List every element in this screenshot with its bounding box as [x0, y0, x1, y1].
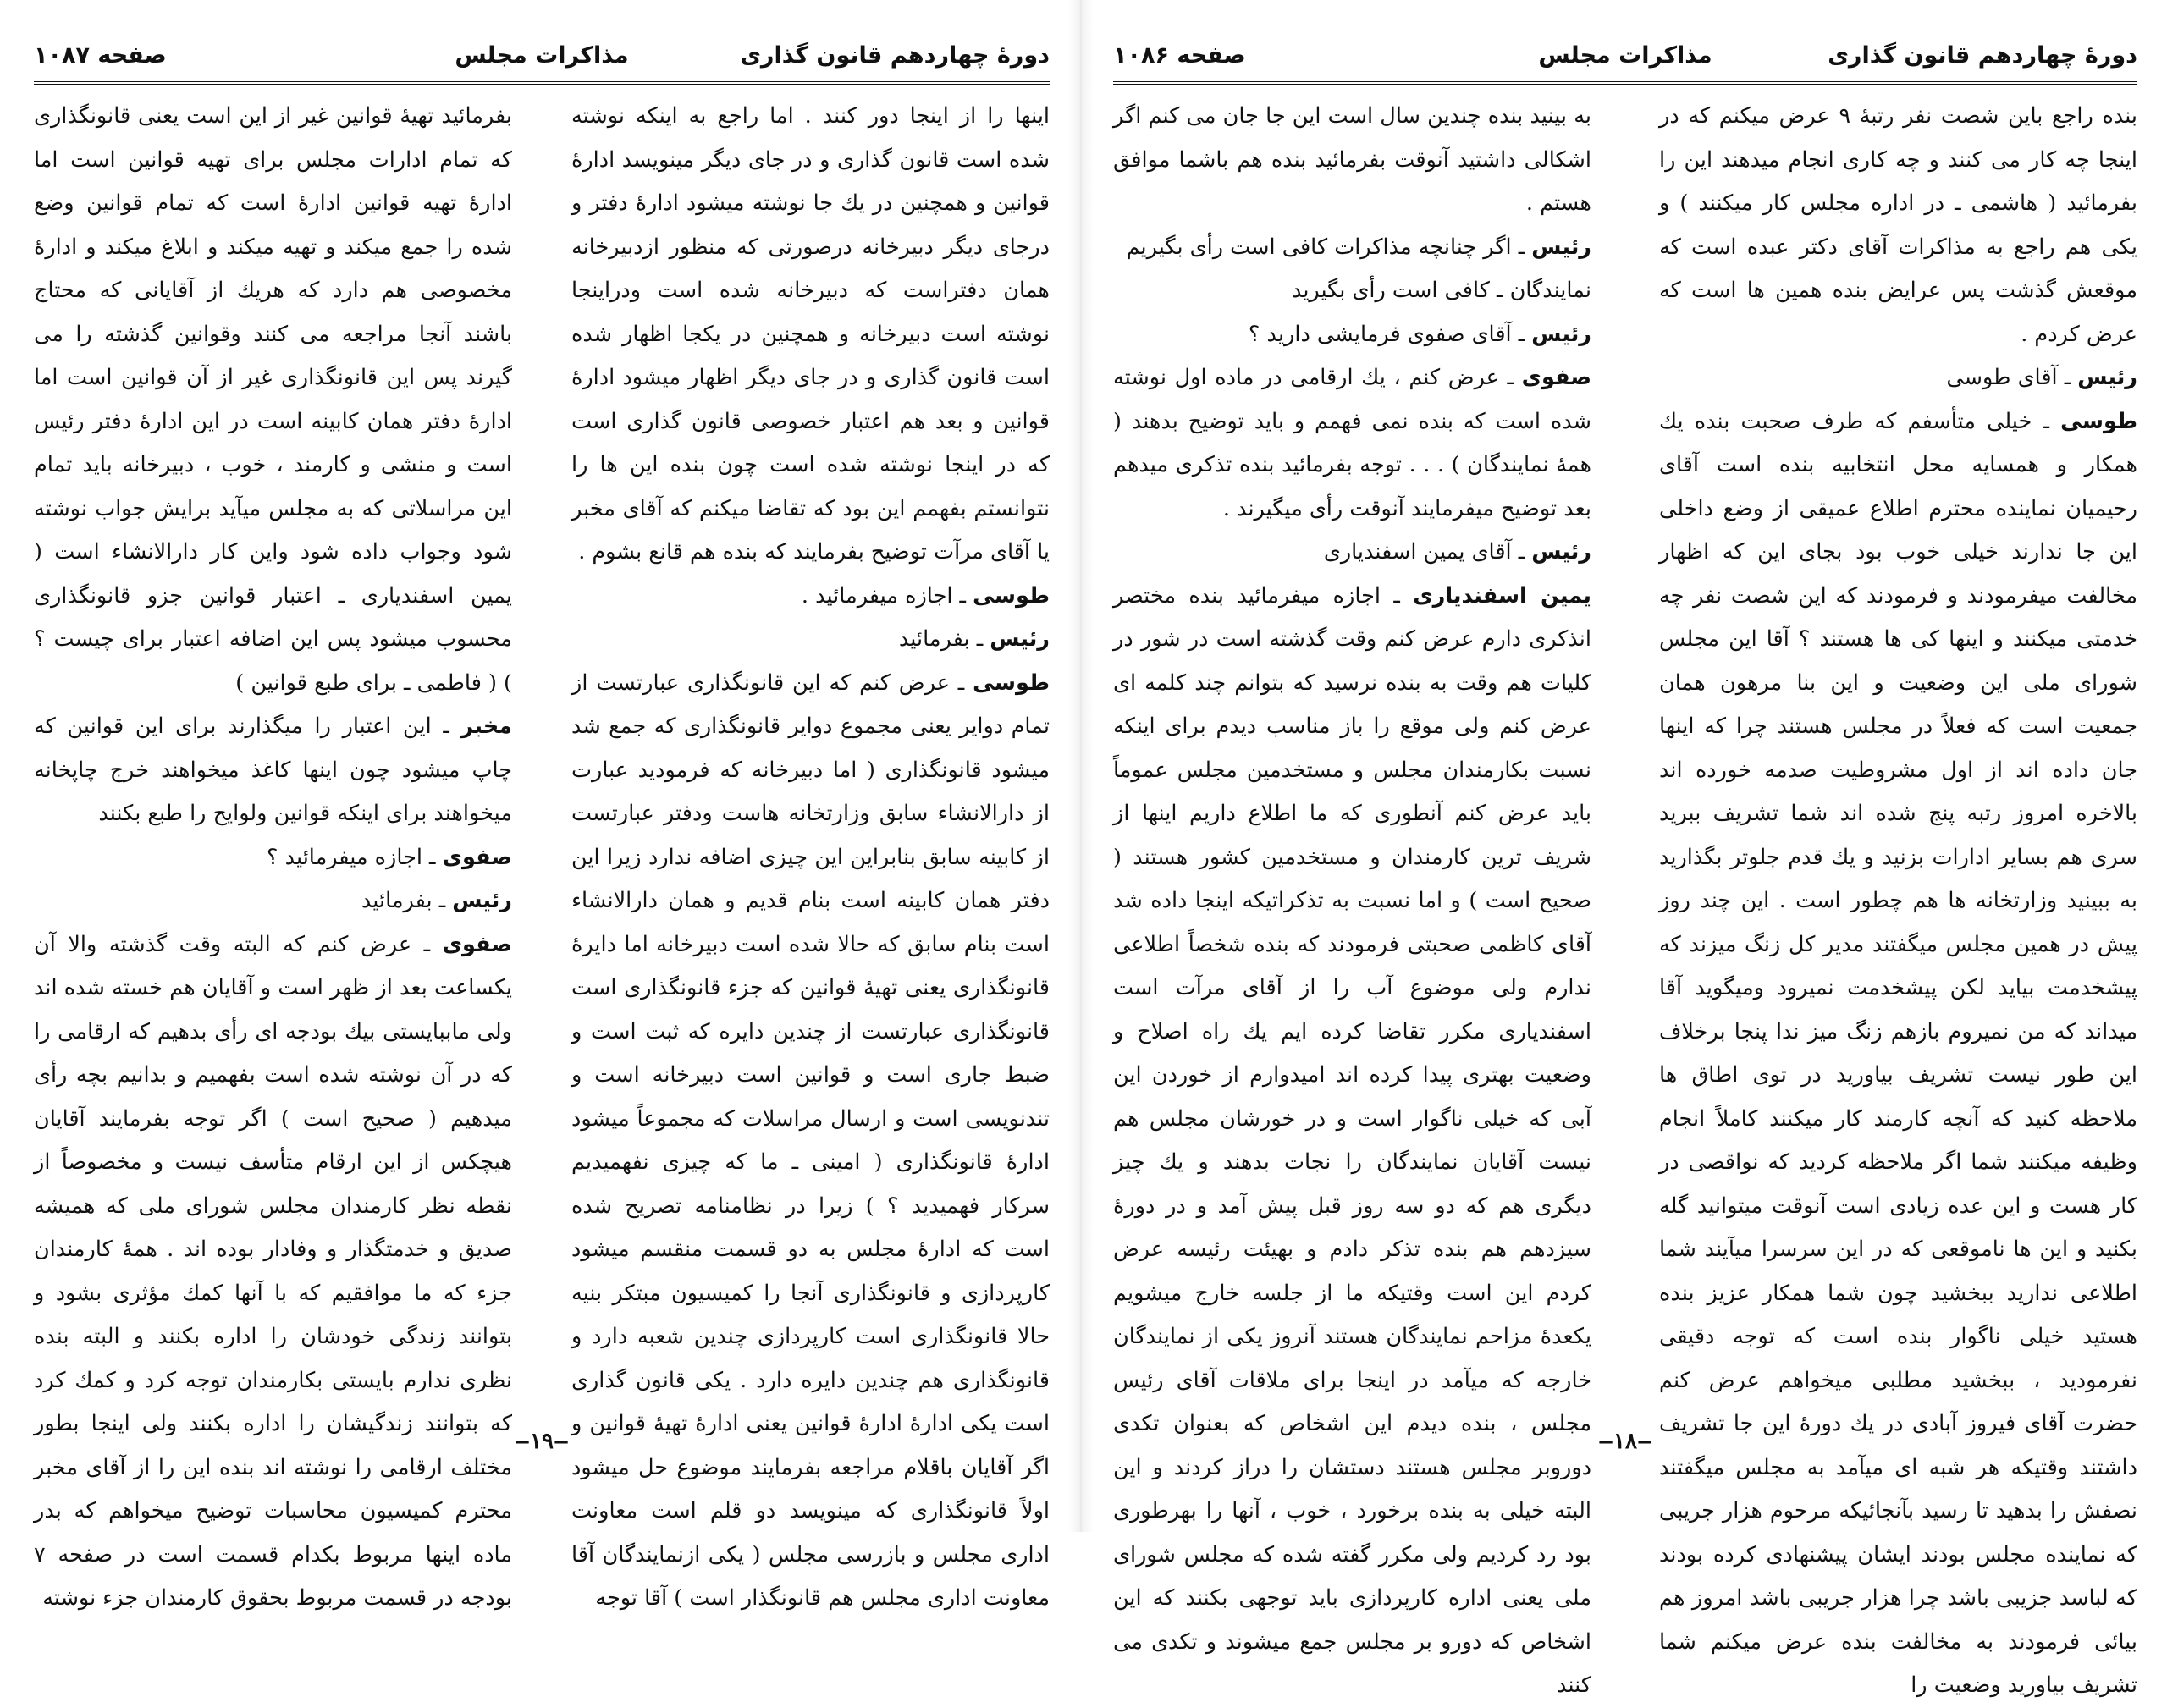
speaker-name: رئیس — [1531, 321, 1591, 347]
header-session: دورهٔ چهاردهم قانون گذاری — [740, 42, 1050, 69]
paragraph-text: ـ عرض کنم که البته وقت گذشته والا آن یکساعت بعد از ظهر است و آقایان هم خسته شده اند ولی ماببایستی بیك بودجه ای رأی بدهیم که ارقامی را که در آن نوشته شده است بفهمیم و بدانیم بچه رأی میدهیم ( صحیح است ) اگر توجه بفرمایند آقایان هیچکس از این ارقام متأسف نیست و مخصوصاً از نقطه نظر کارمندان مجلس شورای ملی که همیشه صدیق و خدمتگذار و وفادار بوده اند . همهٔ کارمندان جزء که ما موافقیم که با آنها کمك مؤثری بشود و بتوانند زندگی خودشان را اداره بکنند و البته بنده نظری ندارم بایستی بکارمندان توجه کرد و کمك کرد که بتوانند زندگیشان را اداره بکنند ولی اینجا بطور مختلف ارقامی را نوشته اند بنده این را از آقای مخبر محترم کمیسیون محاسبات توضیح میخواهم که بدر ماده اینها مربوط بکدام قسمت است در صفحه ۷ بودجه در قسمت مربوط بحقوق کارمندان جزء نوشته — [34, 931, 512, 1611]
transcript-paragraph — [1659, 400, 2137, 1708]
header-page-number: صفحه ۱۰۸۷ — [34, 42, 167, 69]
header-title: مذاکرات مجلس — [455, 42, 629, 69]
text-column-left — [34, 95, 512, 1611]
paragraph-text: بفرمائید تهیهٔ قوانین غیر از این است یعنی قانونگذاری که تمام ادارات مجلس برای تهیه قوانین است اما ادارهٔ تهیه قوانین ادارهٔ است که تمام قوانین وضع شده را جمع میکند و تهیه میکند و ابلاغ میکند و ادارهٔ مخصوصی هم دارد که هریك از آقایانی که محتاج باشند آنجا مراجعه می کنند وقوانین گذشته را می گیرند پس این قانونگذاری غیر از آن قوانین است اما ادارهٔ دفتر همان کابینه است در این ادارهٔ دفتر رئیس است و منشی و کارمند ، خوب ، دبیرخانه باید تمام این مراسلاتی که به مجلس میآید برایش جواب نوشته شود وجواب داده شود واین کار دارالانشاء است ( یمین اسفندیاری ـ اعتبار قوانین جزو قانونگذاری محسوب میشود پس این اضافه اعتبار برای چیست ؟ ) ( فاطمی ـ برای طبع قوانین ) — [34, 103, 512, 696]
paragraph-text: ـ این اعتبار را میگذارند برای این قوانین که چاپ میشود چون اینها کاغذ میخواهند خرج چاپخانه میخواهند برای اینکه قوانین ولوایح را طبع بکنند — [34, 714, 512, 826]
transcript-paragraph — [1113, 95, 1591, 226]
speaker-name: رئیس — [990, 626, 1050, 652]
paragraph-text: ـ آقای صفوی فرمایشی دارید ؟ — [1248, 321, 1532, 347]
paragraph-text: ـ خیلی متأسفم که طرف صحبت بنده یك همکار و همسایه محل انتخابیه بنده است آقای رحیمیان نماینده محترم اطلاع عمیقی از وضع داخلی این جا ندارند خیلی خوب بود بجای این که اظهار مخالفت میفرمودند و فرمودند که این شصت نفر چه خدمتی میکنند و اینها کی ها هستند ؟ آقا این مجلس شورای ملی این وضعیت و این بنا مرهون همان جمعیت است که فعلاً در مجلس هستند چرا که اینها جان داده اند از اول مشروطیت صدمه خورده اند بالاخره امروز رتبه پنج شده اند شما تشریف ببرید سری هم بسایر ادارات بزنید و یك قدم جلوتر بگذارید به ببینید وزارتخانه ها هم چطور است . این چند روز پیش در همین مجلس میگفتند مدیر کل زنگ میزند که پیشخدمت بیاید لکن پیشخدمت نمیرود ومیگوید آقا میداند که من نمیروم بازهم زنگ میز ندا پنجا برخلاف این طور نیست تشریف بیاورید در توی اطاق ها ملاحظه کنید که آنچه کارمند کار میکنند کاملاً انجام وظیفه میکنند شما اگر ملاحظه کردید که نواقصی در کار هست و این عده زیادی است آنوقت میتوانید گله بکنید و این ها ناموقعی که در این سرسرا میآیند شما اطلاعی ندارید ببخشید چون شما همکار عزیز بنده هستید خیلی ناگوار بنده است که توجه دقیقی نفرمودید ، ببخشید مطلبی میخواهم عرض کنم حضرت آقای فیروز آبادی در یك دورهٔ این جا تشریف داشتند وقتیکه هر شبه ای میآمد به مجلس میگفتند نصفش را بدهید تا رسید بآنجائیکه مرحوم هزار جریبی که نماینده مجلس بودند ایشان پیشنهادی کرده بودند که لباسد جزیبی باشد چرا هزار جریبی باشد امروز هم بیائی فرمودند به مخالفت بنده عرض میکنم شما تشریف بیاورید وضعیت را — [1659, 408, 2137, 1698]
transcript-paragraph — [571, 618, 1050, 662]
transcript-paragraph — [1113, 575, 1591, 1708]
text-column-right — [571, 95, 1050, 1611]
paragraph-text: ـ اگر چنانچه مذاکرات کافی است رأی بگیریم — [1126, 234, 1532, 260]
transcript-paragraph — [1659, 95, 2137, 356]
folio-number: ‒۱۸‒ — [1597, 1429, 1653, 1454]
header-rule — [34, 81, 1050, 85]
paragraph-text: ـ اجازه میفرمائید ؟ — [266, 844, 443, 870]
paragraph-text: ـ بفرمائید — [361, 888, 453, 913]
paragraph-text: به بینید بنده چندین سال است این جا جان می کنم اگر اشکالی داشتید آنوقت بفرمائید بنده هم باشما موافق هستم . — [1113, 103, 1591, 216]
paragraph-text: ـ آقای طوسی — [1946, 365, 2078, 390]
paragraph-text: بنده راجع باین شصت نفر رتبهٔ ۹ عرض میکنم که در اینجا چه کار می کنند و چه کاری انجام میدهند این را بفرمائید ( هاشمی ـ در اداره مجلس کار میکنند ) و یکی هم راجع به مذاکرات آقای دکتر عبده است که موقعش گذشت پس عرایض بنده همین ها است که عرض کردم . — [1659, 103, 2137, 347]
page-1087 — [34, 0, 1050, 1611]
header-session: دورهٔ چهاردهم قانون گذاری — [1828, 42, 2137, 69]
paragraph-text: ـ اجازه میفرمائید بنده مختصر انذکری دارم عرض کنم وقت گذشته است در شور در کلیات هم وقت به بنده نرسید که بتوانم چند کلمه ای عرض کنم ولی موقع را باز مناسب دیدم برای اینکه نسبت بکارمندان مجلس و مستخدمین مجلس عموماً باید عرض کنم آنطوری که ما اطلاع داریم اینها از شریف ترین کارمندان و مستخدمین کشور هستند ( صحیح است ) و اما نسبت به تذکراتیکه اینجا داده شد آقای کاظمی صحبتی فرمودند که بنده شخصاً اطلاعی ندارم ولی موضوع آب را از آقای مرآت است اسفندیاری مکرر تقاضا کرده ایم یك راه اصلاح و وضعیت بهتری پیدا کرده اند امیدوارم از خوردن این آبی که خیلی ناگوار است و در خورشان مجلس هم نیست آقایان نمایندگان را نجات بدهند و یك چیز دیگری هم که دو سه روز قبل پیش آمد و در دورهٔ سیزدهم هم بنده تذکر دادم و بهیئت رئیسه عرض کردم این است وقتیکه ما از جلسه خارج میشویم یکعدهٔ مزاحم نمایندگان هستند آنروز یکی از نمایندگان خارجه که میآمد در اینجا برای ملاقات آقای رئیس مجلس ، بنده دیدم این اشخاص که بعنوان تکدی دوروبر مجلس هستند دستشان را دراز کردند و این البته خیلی به بنده برخورد ، خوب ، آنها را بهرطوری بود رد کردیم ولی مکرر گفته شده که مجلس شورای ملی یعنی اداره کارپردازی باید توجهی بکنند که این اشخاص که دورو بر مجلس جمع میشوند و تکدی می کنند — [1113, 582, 1591, 1698]
page-header — [1113, 36, 2137, 78]
paragraph-text: ـ اجازه میفرمائید . — [801, 582, 973, 609]
transcript-paragraph — [1113, 269, 1591, 313]
speaker-name: یمین اسفندیاری — [1413, 582, 1591, 609]
header-page-number: صفحه ۱۰۸۶ — [1113, 42, 1246, 69]
page-1086 — [1113, 0, 2137, 1698]
transcript-paragraph — [1113, 313, 1591, 357]
speaker-name: طوسی — [2060, 408, 2137, 434]
paragraph-text: ـ عرض کنم ، یك ارقامی در ماده اول نوشته شده است که بنده نمی فهمم و باید توضیح بدهند ( همهٔ نمایندگان ) . . . توجه بفرمائید بنده تذکری میدهم بعد توضیح میفرمایند آنوقت رأی میگیرند . — [1113, 365, 1591, 521]
header-rule — [1113, 81, 2137, 85]
speaker-name: رئیس — [452, 888, 512, 913]
speaker-name: مخبر — [460, 714, 512, 739]
paragraph-text: اینها را از اینجا دور کنند . اما راجع به اینکه نوشته شده است قانون گذاری و در جای دیگر مینویسد ادارهٔ قوانین و همچنین در یك جا نوشته میشود ادارهٔ دفتر و درجای دیگر دبیرخانه درصورتی که منظور ازدبیرخانه همان دفتراست که دبیرخانه شده است ودراینجا نوشته است دبیرخانه و همچنین در یکجا اظهار شده است قانون گذاری و در جای دیگر اظهار میشود ادارهٔ قوانین و بعد هم اعتبار خصوصی قانون گذاری است که در اینجا نوشته شده است چون بنده این ها را نتوانستم بفهمم این بود که تقاضا میکنم که آقای مخبر یا آقای مرآت توضیح بفرمایند که بنده هم قانع بشوم . — [571, 103, 1050, 565]
transcript-paragraph — [34, 879, 512, 923]
transcript-paragraph — [34, 705, 512, 836]
transcript-paragraph — [571, 575, 1050, 619]
paragraph-text: ـ آقای یمین اسفندیاری — [1323, 539, 1532, 565]
transcript-paragraph — [1113, 356, 1591, 531]
paragraph-text: ـ عرض کنم که این قانونگذاری عبارتست از تمام دوایر یعنی مجموع دوایر قانونگذاری که جمع شد میشود قانونگذاری ( اما دبیرخانه که فرمودید عبارت از دارالانشاء سابق وزارتخانه هاست ودفتر عبارتست از کابینه سابق بنابراین این چیزی اضافه ندارد زیرا این دفتر همان کابینه است بنام قدیم و همان دارالانشاء است بنام سابق که حالا شده است دبیرخانه اما دایرهٔ قانونگذاری یعنی تهیهٔ قوانین که جزء قانونگذاری است قانونگذاری عبارتست از چندین دایره که ثبت است و ضبط جاری است و قوانین است دبیرخانه است و تندنویسی است و ارسال مراسلات که مجموعاً میشود ادارهٔ قانونگذاری ( امینی ـ ما که چیزی نفهمیدیم سرکار فهمیدید ؟ ) زیرا در نظامنامه تصریح شده است که ادارهٔ مجلس به دو قسمت منقسم میشود کارپردازی و قانونگذاری آنجا را کمیسیون مبتکر بنیه حالا قانونگذاری است کارپردازی چندین شعبه دارد و قانونگذاری هم چندین دایره دارد . یکی قانون گذاری است یکی ادارهٔ ادارهٔ قوانین یعنی ادارهٔ تهیهٔ قوانین و اگر آقایان باقلام مراجعه بفرمایند موضوع حل میشود اولاً قانونگذاری که مینویسد دو قلم است معاونت اداری مجلس و بازرسی مجلس ( یکی ازنمایندگان آقا معاونت اداری مجلس هم قانونگذار است ) آقا توجه — [571, 669, 1050, 1611]
speaker-name: رئیس — [2077, 365, 2137, 390]
speaker-name: طوسی — [973, 669, 1050, 696]
page-header — [34, 36, 1050, 78]
page-gutter — [1068, 0, 1094, 1532]
header-title: مذاکرات مجلس — [1538, 42, 1712, 69]
speaker-name: رئیس — [1531, 234, 1591, 260]
transcript-paragraph — [571, 95, 1050, 575]
folio-number: ‒۱۹‒ — [514, 1429, 570, 1454]
transcript-paragraph — [1659, 356, 2137, 400]
transcript-paragraph — [1113, 226, 1591, 270]
transcript-paragraph — [34, 836, 512, 880]
transcript-paragraph — [1113, 531, 1591, 575]
speaker-name: طوسی — [973, 582, 1050, 609]
speaker-name: صفوی — [1521, 365, 1591, 390]
text-column-right — [1659, 95, 2137, 1698]
transcript-paragraph — [34, 95, 512, 705]
transcript-paragraph — [34, 923, 512, 1621]
speaker-name: صفوی — [442, 931, 512, 957]
paragraph-text: ـ بفرمائید — [898, 626, 990, 652]
speaker-name: رئیس — [1531, 539, 1591, 565]
transcript-paragraph — [571, 662, 1050, 1621]
text-column-left — [1113, 95, 1591, 1698]
speaker-name: صفوی — [442, 844, 512, 870]
paragraph-text: نمایندگان ـ کافی است رأی بگیرید — [1291, 278, 1591, 303]
